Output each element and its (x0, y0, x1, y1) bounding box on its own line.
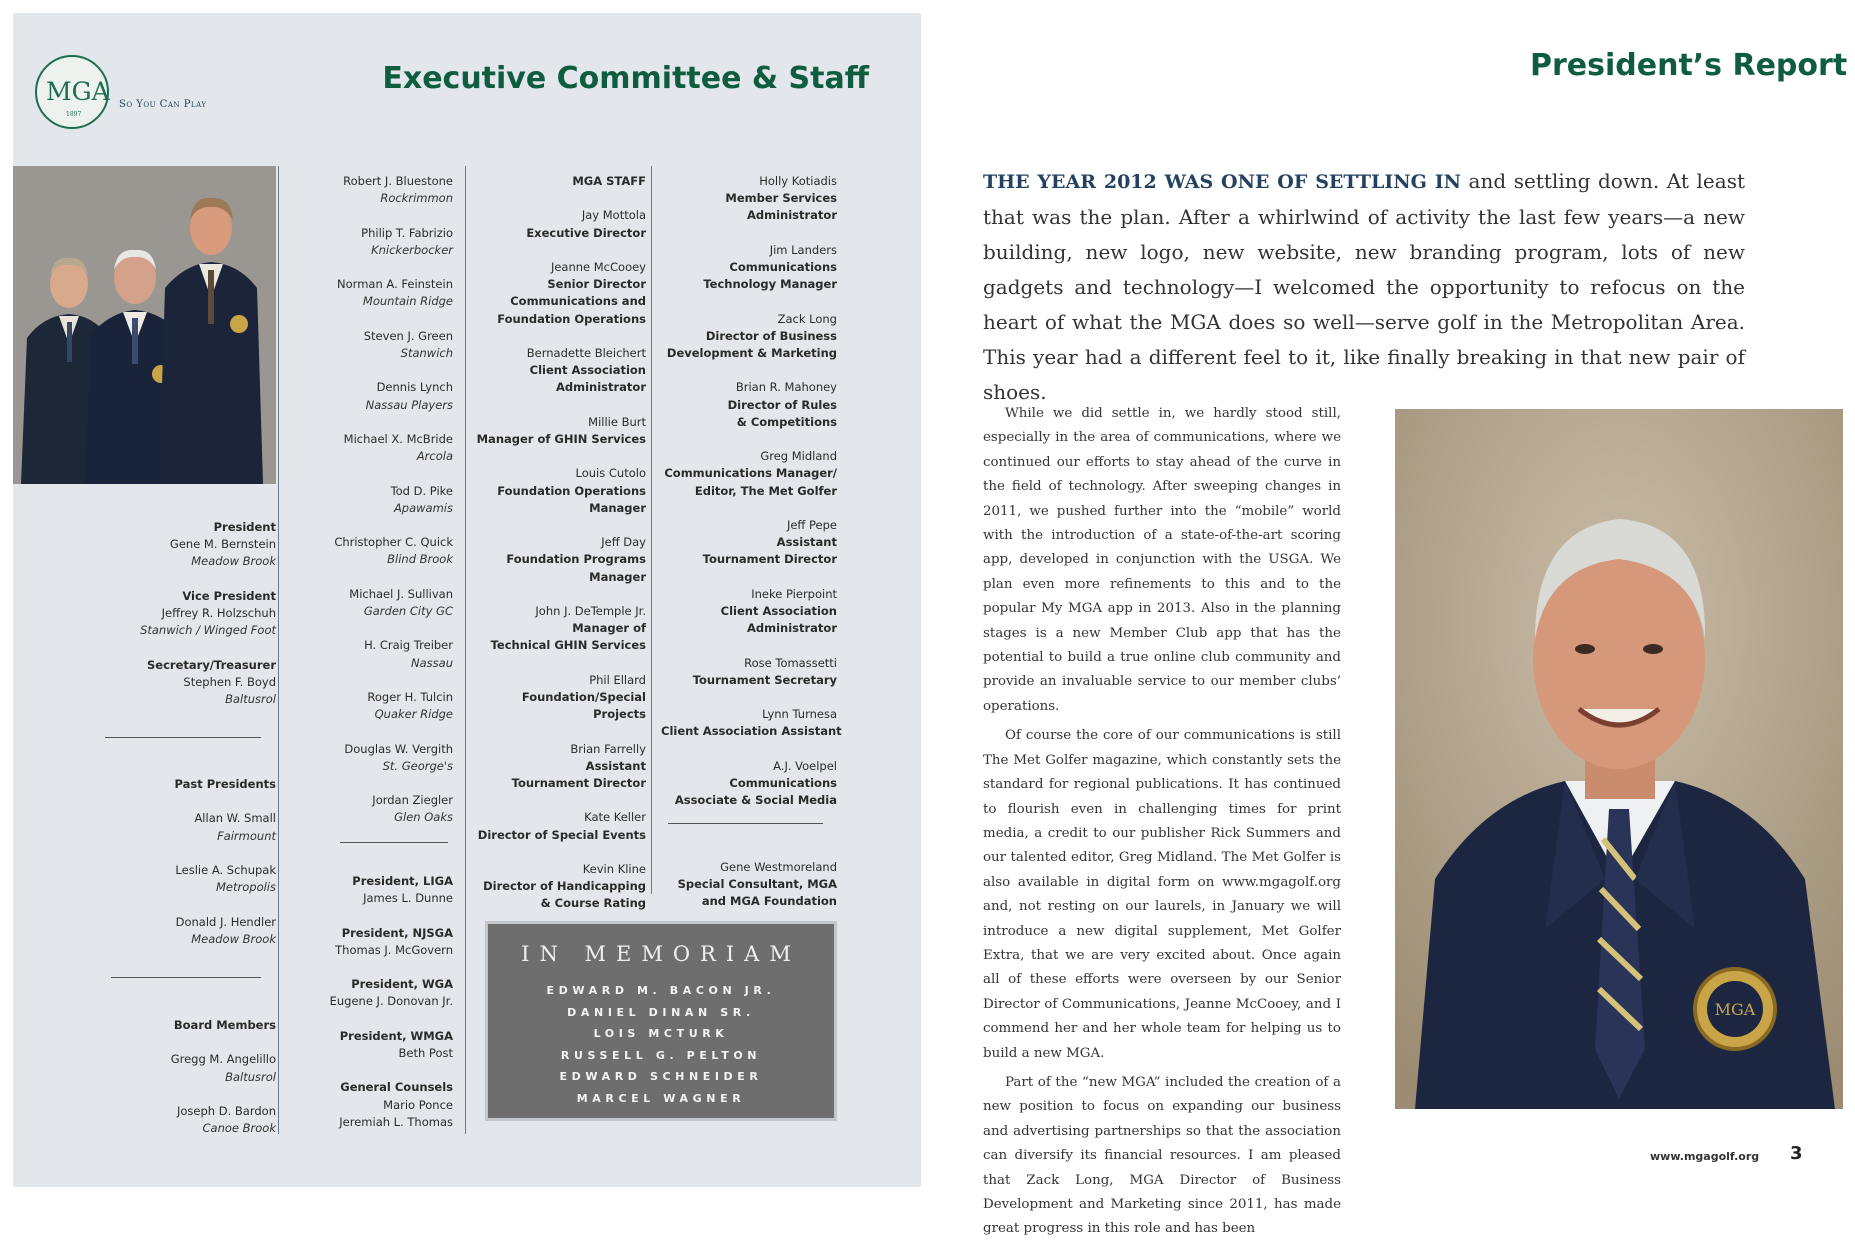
officer-club: Meadow Brook (191, 554, 276, 569)
list-item (473, 465, 646, 517)
person-name: Douglas W. Vergith (344, 741, 453, 756)
person-title: & Competitions (736, 414, 837, 429)
person-title: Projects (593, 707, 646, 722)
person-title: Administrator (555, 380, 646, 395)
list-item (296, 431, 453, 465)
person-name: Gregg M. Angelillo (170, 1052, 276, 1067)
person-name: Leslie A. Schupak (175, 862, 276, 877)
person-name: Beth Post (398, 1045, 453, 1060)
page-number: 3 (1790, 1143, 1803, 1164)
divider-rule (340, 842, 448, 843)
person-title: Tournament Secretary (692, 672, 837, 687)
person-title: Foundation/Special (521, 689, 646, 704)
lead-paragraph (983, 164, 1745, 410)
list-item (296, 1079, 453, 1131)
person-title: Executive Director (526, 225, 646, 240)
person-club: Meadow Brook (191, 931, 276, 946)
person-name: Millie Burt (588, 414, 646, 429)
person-name: Jeanne McCooey (550, 259, 646, 274)
list-item (296, 976, 453, 1010)
staff-heading (473, 173, 646, 190)
mga-logo (35, 55, 265, 145)
person-club: Blind Brook (387, 552, 453, 567)
person-title: Client Association (529, 363, 646, 378)
person-title: Communications (729, 260, 837, 274)
officer-vice-president (101, 588, 276, 640)
person-name: Greg Midland (760, 449, 837, 464)
column-divider-rule (651, 166, 652, 894)
person-name: Dennis Lynch (376, 380, 453, 395)
person-club: St. George's (382, 758, 453, 773)
person-title: Assistant (776, 535, 837, 550)
officers-column (101, 519, 276, 708)
list-item (661, 758, 837, 810)
person-name: Ineke Pierpoint (751, 586, 837, 601)
person-title: Technical GHIN Services (490, 638, 646, 653)
person-name: Jim Landers (769, 242, 837, 257)
page-title-right: President’s Report (1530, 48, 1848, 83)
person-title: Manager of (572, 621, 646, 636)
person-name: Jeremiah L. Thomas (339, 1114, 453, 1129)
list-item (661, 311, 837, 363)
person-club: Canoe Brook (202, 1121, 276, 1136)
associations-column (296, 873, 453, 1131)
list-item (101, 1051, 276, 1085)
list-item (296, 586, 453, 620)
list-item (473, 809, 646, 843)
association-role: President, LIGA (352, 874, 453, 888)
person-name: Jordan Ziegler (372, 793, 453, 808)
list-item (101, 810, 276, 844)
person-title: Foundation Operations (497, 311, 646, 326)
list-item (473, 672, 646, 724)
list-item (473, 414, 646, 448)
officer-role: Secretary/Treasurer (147, 657, 276, 672)
list-item (473, 259, 646, 328)
list-item (661, 655, 837, 689)
list-item (296, 225, 453, 259)
list-item (661, 517, 837, 569)
officer-role: Vice President (182, 588, 276, 603)
person-name: H. Craig Treiber (364, 638, 453, 653)
memoriam-name: LOIS MCTURK (593, 1027, 729, 1040)
person-title: Administrator (746, 621, 837, 636)
person-club: Nassau Players (365, 397, 453, 412)
officer-role: President (213, 520, 276, 534)
memoriam-names (488, 980, 834, 1109)
person-title: Tournament Director (702, 552, 837, 567)
svg-text:MGA: MGA (1714, 1000, 1756, 1019)
memoriam-name: EDWARD M. BACON JR. (546, 984, 776, 997)
list-item (296, 328, 453, 362)
officer-secretary-treasurer (101, 657, 276, 709)
person-title: Manager (589, 569, 646, 584)
person-title: Communications and (510, 294, 646, 309)
section-heading: Board Members (173, 1018, 276, 1032)
person-title: Administrator (746, 208, 837, 223)
person-title: Special Consultant, MGA (677, 877, 837, 892)
person-title: Director of Rules (727, 397, 837, 412)
person-name: Jay Mottola (581, 208, 646, 223)
past-presidents-heading (101, 776, 276, 793)
person-title: Foundation Operations (497, 483, 646, 498)
person-title: Communications Manager/ (664, 466, 837, 481)
list-item (296, 276, 453, 310)
list-item (473, 861, 646, 913)
person-name: Philip T. Fabrizio (361, 225, 453, 240)
report-body (983, 402, 1341, 1247)
body-paragraph: While we did settle in, we hardly stood still, especially in the area of communications, where we continued our efforts to stay ahead of the curve in the field of technology. After sweeping changes in 2011, we pushed further into the “mobile” world with the introduction of a state-of-the-art scoring app, developed in conjunction with the USGA. We plan even more refinements to this and to the popular My MGA app in 2013. Also in the planning stages is a new Member Club app that has the potential to build a true online club community and provide an invaluable service to our member clubs’ operations. (983, 406, 1341, 714)
person-title: & Course Rating (540, 896, 646, 911)
person-name: Thomas J. McGovern (335, 942, 453, 957)
officer-club: Baltusrol (225, 692, 276, 706)
executive-officers-photo (13, 166, 276, 484)
person-name: Brian R. Mahoney (735, 380, 837, 395)
person-name: Michael X. McBride (343, 431, 453, 446)
person-title: Technology Manager (703, 277, 837, 292)
section-heading: MGA STAFF (572, 174, 646, 188)
list-item (473, 603, 646, 655)
person-name: Louis Cutolo (575, 466, 646, 481)
list-item (661, 173, 837, 225)
officer-name: Jeffrey R. Holzschuh (161, 606, 276, 620)
person-title: Client Association (720, 603, 837, 618)
officer-president (101, 519, 276, 571)
person-name: Lynn Turnesa (762, 707, 837, 722)
person-club: Rockrimmon (380, 191, 453, 206)
list-item (296, 925, 453, 959)
divider-rule (111, 977, 261, 978)
logo-year: 1897 (66, 111, 82, 118)
list-item (473, 207, 646, 241)
list-item (661, 242, 837, 294)
lead-caps: THE YEAR 2012 WAS ONE OF SETTLING IN (983, 171, 1461, 193)
person-name: Jeff Pepe (786, 517, 837, 532)
list-item (296, 637, 453, 671)
person-title: Manager of GHIN Services (476, 431, 646, 446)
person-name: Gene Westmoreland (720, 860, 837, 874)
person-name: Rose Tomassetti (744, 655, 837, 670)
person-club: Arcola (416, 449, 453, 464)
list-item (296, 689, 453, 723)
association-role: President, NJSGA (341, 925, 453, 940)
person-name: Mario Ponce (383, 1097, 453, 1112)
list-item (296, 379, 453, 413)
person-name: Joseph D. Bardon (177, 1103, 276, 1118)
staff-column-a (473, 173, 646, 913)
list-item (101, 862, 276, 896)
staff-column-b (661, 173, 842, 809)
person-name: Jeff Day (601, 535, 646, 550)
list-item (296, 534, 453, 568)
memoriam-name: EDWARD SCHNEIDER (559, 1070, 763, 1083)
in-memoriam-box (485, 921, 837, 1121)
person-title: Director of Special Events (477, 827, 646, 842)
person-club: Metropolis (216, 880, 276, 895)
board-members-heading (101, 1017, 276, 1034)
person-club: Garden City GC (363, 603, 453, 618)
list-item (296, 873, 453, 907)
body-paragraph: Of course the core of our communications is still The Met Golfer magazine, which constantly sets the standard for regional publications. It has continued to flourish even in challenging times for print media, a credit to our publisher Rick Summers and our talented editor, Greg Midland. The Met Golfer is also available in digital form on www.mgagolf.org and, not resting on our laurels, in January we will introduce a new digital supplement, Met Golfer Extra, that we are very excited about. Once again all of these efforts were overseen by our Senior Director of Communications, Jeanne McCooey, and I commend her and her whole team for helping us to build a new MGA. (983, 728, 1341, 1061)
person-name: Allan W. Small (194, 811, 276, 826)
person-club: Quaker Ridge (374, 707, 453, 722)
list-item (661, 379, 837, 431)
person-club: Stanwich (400, 345, 453, 360)
officer-name: Stephen F. Boyd (183, 674, 276, 689)
consultant-entry (661, 859, 837, 911)
person-name: Phil Ellard (589, 672, 646, 687)
memoriam-title: IN MEMORIAM (521, 942, 801, 966)
memoriam-name: MARCEL WAGNER (576, 1091, 746, 1105)
person-name: Bernadette Bleichert (526, 345, 646, 360)
person-title: Editor, The Met Golfer (694, 483, 837, 498)
president-portrait-photo (1395, 409, 1843, 1109)
person-title: Manager (589, 500, 646, 515)
person-name: Holly Kotiadis (759, 174, 837, 188)
list-item (101, 914, 276, 948)
person-name: James L. Dunne (363, 891, 453, 906)
footer-url: www.mgagolf.org (1650, 1150, 1760, 1163)
list-item (101, 1103, 276, 1137)
person-club: Knickerbocker (371, 242, 453, 257)
divider-rule (668, 823, 823, 824)
person-name: Christopher C. Quick (334, 535, 453, 550)
person-name: Kate Keller (584, 810, 646, 825)
list-item (473, 741, 646, 793)
person-title: Development & Marketing (666, 346, 837, 360)
person-name: Robert J. Bluestone (343, 174, 453, 188)
person-club: Glen Oaks (394, 810, 453, 825)
person-name: Roger H. Tulcin (367, 689, 453, 704)
person-club: Fairmount (217, 828, 276, 843)
person-name: Michael J. Sullivan (349, 586, 453, 601)
left-page (13, 13, 921, 1187)
list-item (296, 792, 453, 826)
column-divider-rule (465, 166, 466, 1134)
person-title: Senior Director (547, 277, 646, 292)
person-title: Client Association Assistant (661, 724, 842, 739)
association-role: President, WMGA (339, 1028, 453, 1043)
list-item (296, 483, 453, 517)
person-title: Director of Handicapping (483, 879, 646, 894)
person-name: Kevin Kline (582, 861, 646, 876)
person-club: Baltusrol (225, 1069, 276, 1084)
list-item (296, 173, 453, 207)
logo-text: MGA (46, 77, 110, 106)
association-role: President, WGA (351, 977, 453, 992)
divider-rule (105, 737, 261, 738)
person-name: Steven J. Green (363, 328, 453, 343)
board-members-column-a (101, 1017, 276, 1137)
person-name: Norman A. Feinstein (337, 277, 453, 292)
person-club: Apawamis (393, 500, 453, 515)
list-item (296, 1028, 453, 1062)
officer-name: Gene M. Bernstein (169, 537, 276, 552)
person-title: and MGA Foundation (701, 894, 837, 909)
person-club: Mountain Ridge (362, 294, 453, 309)
person-title: Associate & Social Media (674, 793, 837, 808)
person-title: Tournament Director (511, 775, 646, 790)
person-name: Eugene J. Donovan Jr. (329, 994, 453, 1009)
list-item (661, 706, 842, 740)
board-members-column-b (296, 173, 453, 827)
person-name: Tod D. Pike (390, 483, 453, 498)
logo-tagline: So You Can Play (119, 99, 207, 110)
person-title: Assistant (585, 758, 646, 773)
list-item (473, 534, 646, 586)
list-item (661, 586, 837, 638)
past-presidents-column (101, 776, 276, 948)
person-club: Nassau (411, 655, 453, 670)
person-name: Brian Farrelly (570, 741, 646, 756)
person-title: Member Services (725, 191, 837, 206)
body-paragraph: Part of the “new MGA” included the creation of a new position to focus on expanding our business and advertising partnerships so that the association can diversify its financial resources. I am pleased that Zack Long, MGA Director of Business Development and Marketing since 2011, has made great progress in this role and has been (983, 1074, 1341, 1237)
lead-text: and settling down. At least that was the plan. After a whirlwind of activity the last few years—a new building, new logo, new website, new branding program, lots of new gadgets and technology—I welcomed the opportunity to refocus on the heart of what the MGA does so well—serve golf in the Metropolitan Area. This year had a different feel to it, like finally breaking in that new pair of shoes. (983, 169, 1745, 404)
logo-emblem (35, 55, 109, 129)
person-title: Communications (729, 775, 837, 790)
officer-club: Stanwich / Winged Foot (140, 623, 276, 638)
list-item (473, 345, 646, 397)
list-item (296, 741, 453, 775)
photo-divider-rule (278, 166, 279, 1134)
association-role: General Counsels (340, 1080, 453, 1095)
person-name: A.J. Voelpel (773, 758, 837, 773)
list-item (661, 448, 837, 500)
page-title-left: Executive Committee & Staff (382, 61, 869, 96)
section-heading: Past Presidents (174, 777, 276, 791)
person-title: Director of Business (705, 328, 837, 343)
person-name: John J. DeTemple Jr. (535, 603, 646, 618)
memoriam-name: DANIEL DINAN SR. (567, 1005, 755, 1019)
person-name: Zack Long (777, 311, 837, 326)
memoriam-name: RUSSELL G. PELTON (560, 1048, 762, 1062)
person-name: Donald J. Hendler (175, 914, 276, 929)
person-title: Foundation Programs (506, 552, 646, 567)
